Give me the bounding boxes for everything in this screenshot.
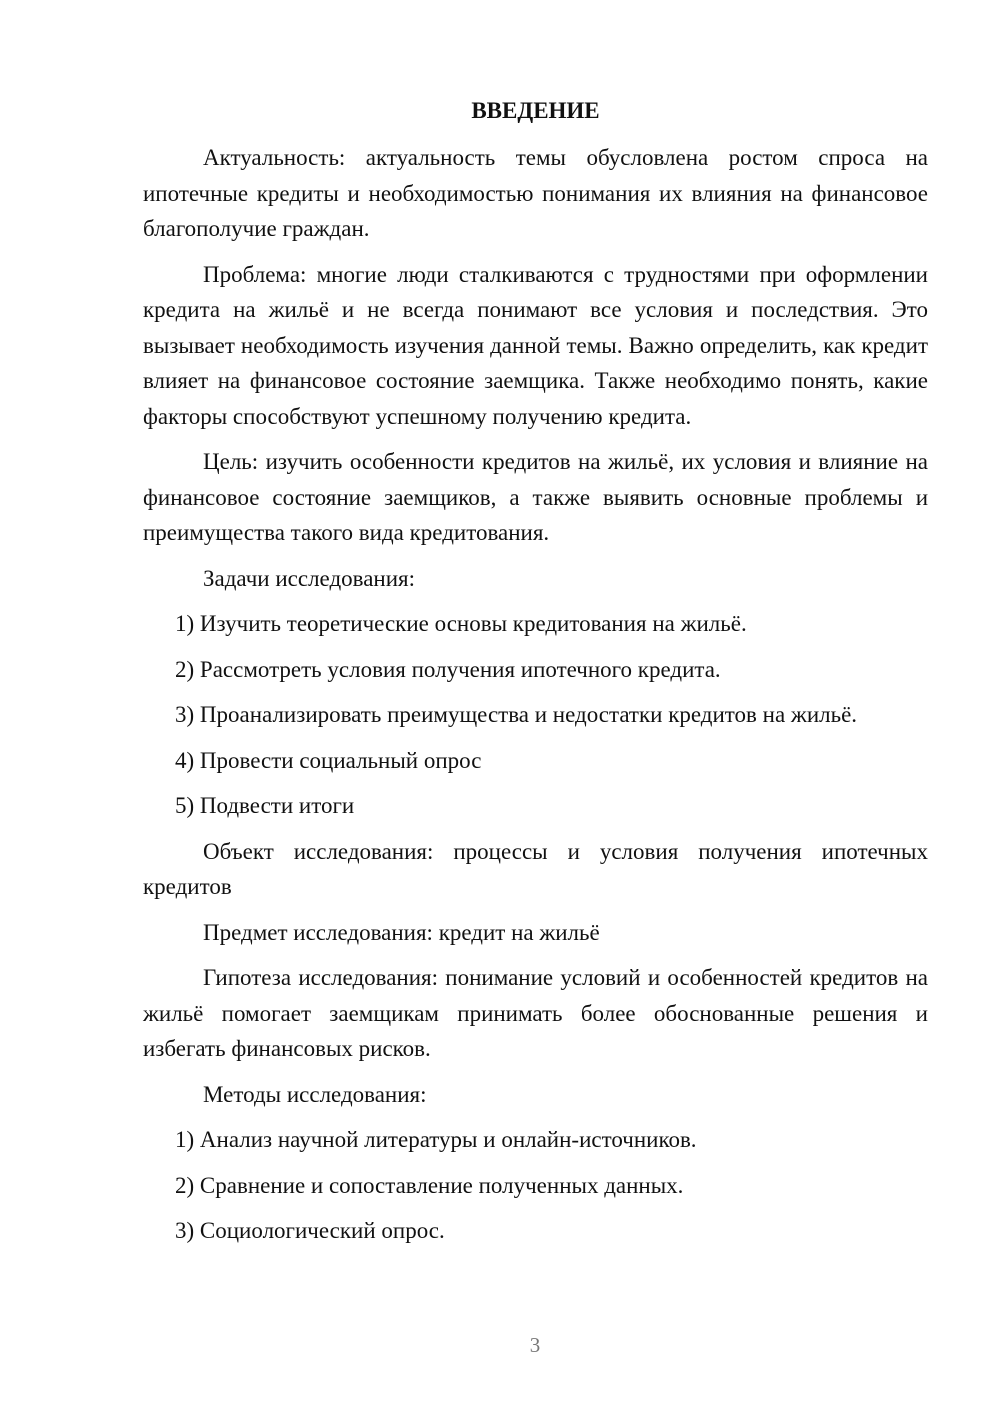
task-item-2: 2) Рассмотреть условия получения ипотечного кредита. (175, 656, 721, 682)
page-content (143, 93, 928, 1259)
object-paragraph: Объект исследования: процессы и условия получения ипотечных кредитов (143, 838, 928, 899)
task-item-3: 3) Проанализировать преимущества и недостатки кредитов на жильё. (175, 702, 858, 727)
goal-paragraph: Цель: изучить особенности кредитов на жильё, их условия и влияние на финансовое состояние заемщиков, а также выявить основные проблемы и преимущества такого вида кредитования. (143, 449, 928, 545)
hypothesis-paragraph: Гипотеза исследования: понимание условий и особенностей кредитов на жильё помогает заемщикам принимать более обоснованные решения и избегать финансовых рисков. (143, 965, 928, 1061)
task-item-5: 5) Подвести итоги (175, 793, 355, 818)
method-item-2: 2) Сравнение и сопоставление полученных данных. (175, 1172, 684, 1198)
page-number: 3 (529, 1333, 541, 1357)
task-item-4: 4) Провести социальный опрос (175, 747, 482, 773)
subject-paragraph: Предмет исследования: кредит на жильё (203, 919, 600, 945)
tasks-heading: Задачи исследования: (203, 565, 416, 591)
task-item-1: 1) Изучить теоретические основы кредитования на жильё. (175, 611, 747, 636)
relevance-paragraph: Актуальность: актуальность темы обусловлена ростом спроса на ипотечные кредиты и необходимостью понимания их влияния на финансовое благополучие граждан. (143, 145, 928, 241)
methods-heading: Методы исследования: (203, 1081, 427, 1107)
page-title: ВВЕДЕНИЕ (471, 98, 600, 123)
method-item-1: 1) Анализ научной литературы и онлайн-источников. (175, 1127, 697, 1152)
problem-paragraph: Проблема: многие люди сталкиваются с трудностями при оформлении кредита на жильё и не всегда понимают все условия и последствия. Это вызывает необходимость изучения данной темы. Важно определить, как кредит влияет на финансовое состояние заемщика. Также необходимо понять, какие факторы способствуют успешному получению кредита. (143, 261, 928, 429)
method-item-3: 3) Социологический опрос. (175, 1218, 445, 1243)
